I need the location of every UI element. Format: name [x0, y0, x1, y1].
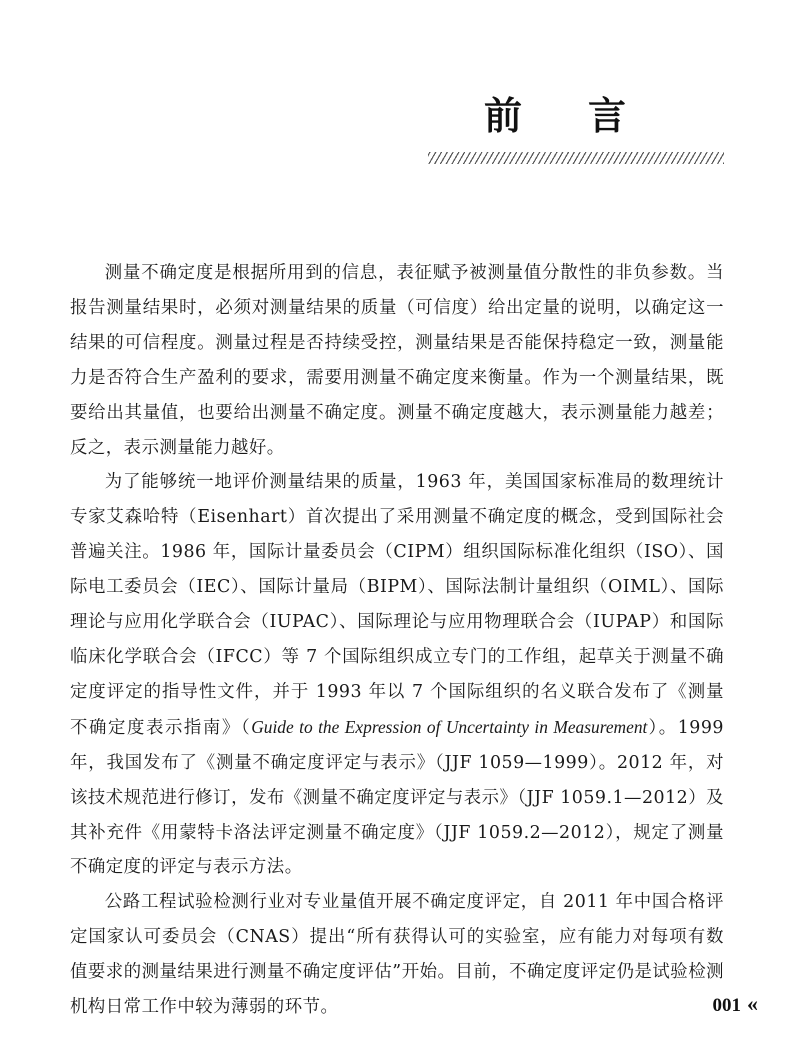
paragraph-3: 公路工程试验检测行业对专业量值开展不确定度评定，自 2011 年中国合格评定国家认可委员会（CNAS）提出“所有获得认可的实验室，应有能力对每项有数值要求的测量结果进行测量不确定度评估”开始。目前，不确定度评定仍是试验检测机构日常工作中较为薄弱的环节。 — [70, 892, 724, 1018]
preface-body — [70, 256, 724, 1025]
guide-title-italic: Guide to the Expression of Uncertainty in Measurement — [251, 716, 648, 737]
paragraph-2-part-a: 为了能够统一地评价测量结果的质量，1963 年，美国国家标准局的数理统计专家艾森哈特（Eisenhart）首次提出了采用测量不确定度的概念，受到国际社会普遍关注。1986 年，国际计量委员会（CIPM）组织国际标准化组织（ISO）、国际电工委员会（IEC）、国际计量局（BIPM）、国际法制计量组织（OIML）、国际理论与应用化学联合会（IUPAC）、国际理论与应用物理联合会（IUPAP）和国际临床化学联合会（IFCC）等 7 个国际组织成立专门的工作组，起草关于测量不确定度评定的指导性文件，并于 1993 年以 7 个国际组织的名义联合发布了《测量不确定度表示指南》（ — [70, 472, 724, 738]
page-title — [484, 88, 634, 144]
page-folio — [713, 990, 759, 1020]
page-number: 001 — [712, 995, 741, 1016]
title-char-1: 前 — [484, 94, 523, 138]
paragraph-2-part-b: ）。1999 年，我国发布了《测量不确定度评定与表示》（JJF 1059—1999）。2012 年，对该技术规范进行修订，发布《测量不确定度评定与表示》（JJF 1059.1—2012）及其补充件《用蒙特卡洛法评定测量不确定度》（JJF 1059.2—2012），规定了测量不确定度的评定与表示方法。 — [70, 717, 724, 878]
title-hatch-divider — [428, 152, 724, 164]
title-char-2: 言 — [588, 94, 627, 138]
paragraph-2 — [70, 465, 724, 885]
paragraph-1: 测量不确定度是根据所用到的信息，表征赋予被测量值分散性的非负参数。当报告测量结果时，必须对测量结果的质量（可信度）给出定量的说明，以确定这一结果的可信程度。测量过程是否持续受控，测量结果是否能保持稳定一致，测量能力是否符合生产盈利的要求，需要用测量不确定度来衡量。作为一个测量结果，既要给出其量值，也要给出测量不确定度。测量不确定度越大，表示测量能力越差；反之，表示测量能力越好。 — [70, 263, 724, 458]
double-chevron-left-icon: « — [747, 991, 758, 1016]
